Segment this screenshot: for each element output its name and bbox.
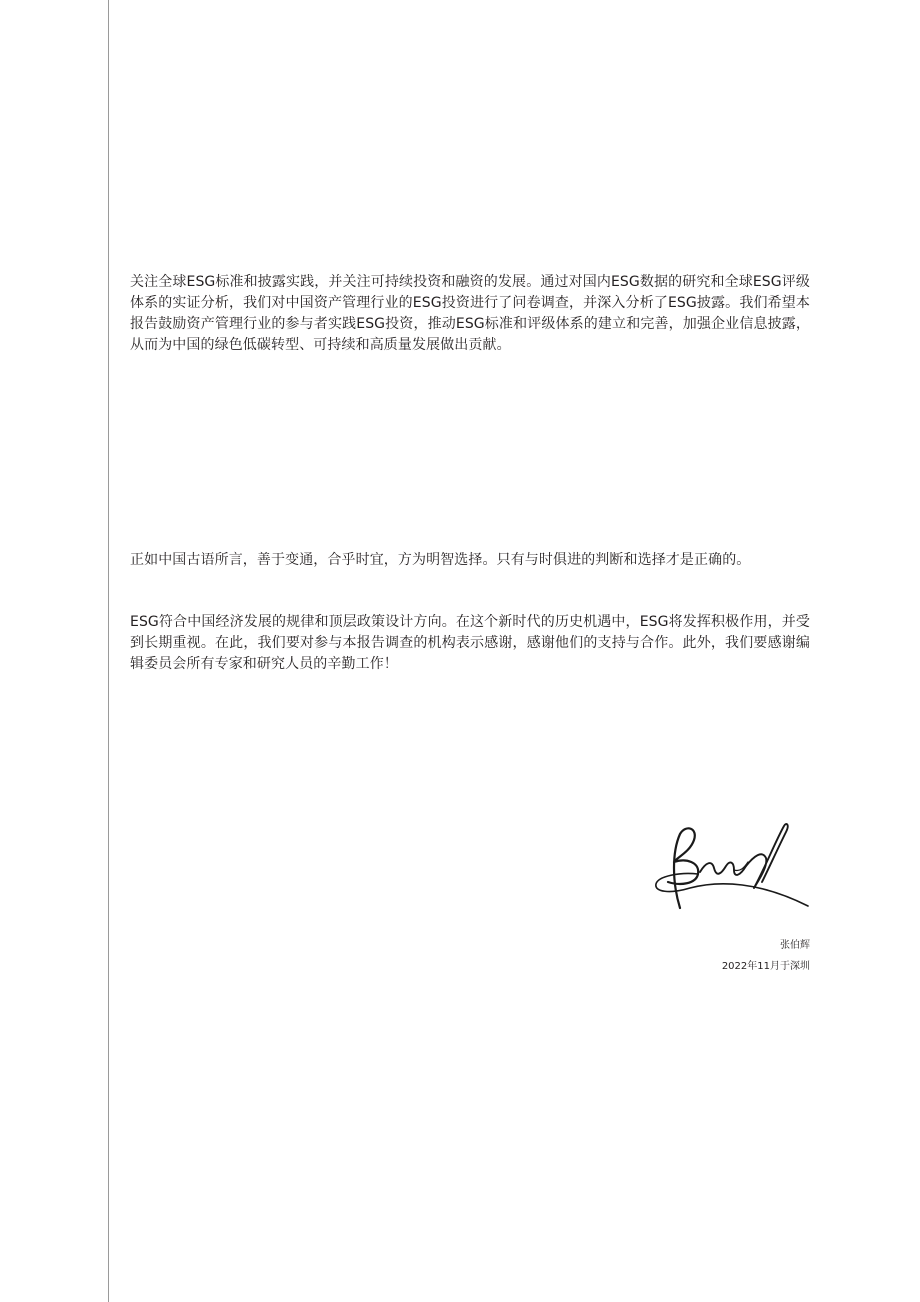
body-paragraph-esg-research: 关注全球ESG标准和披露实践，并关注可持续投资和融资的发展。通过对国内ESG数据的研究和全球ESG评级体系的实证分析，我们对中国资产管理行业的ESG投资进行了问卷调查，并深入分析了ESG披露。我们希望本报告鼓励资产管理行业的参与者实践ESG投资，推动ESG标准和评级体系的建立和完善，加强企业信息披露，从而为中国的绿色低碳转型、可持续和高质量发展做出贡献。 bbox=[130, 274, 810, 353]
signature-date-place: 2022年11月于深圳 bbox=[721, 961, 810, 972]
body-paragraph-acknowledgement: ESG符合中国经济发展的规律和顶层政策设计方向。在这个新时代的历史机遇中，ESG将发挥积极作用，并受到长期重视。在此，我们要对参与本报告调查的机构表示感谢，感谢他们的支持与合作。此外，我们要感谢编辑委员会所有专家和研究人员的辛勤工作！ bbox=[130, 614, 810, 672]
body-paragraph-proverb: 正如中国古语所言，善于变通，合乎时宜，方为明智选择。只有与时俱进的判断和选择才是正确的。 bbox=[130, 552, 751, 568]
margin-rule bbox=[108, 0, 109, 1302]
signer-name: 张伯辉 bbox=[780, 940, 810, 951]
handwritten-signature bbox=[650, 822, 812, 912]
